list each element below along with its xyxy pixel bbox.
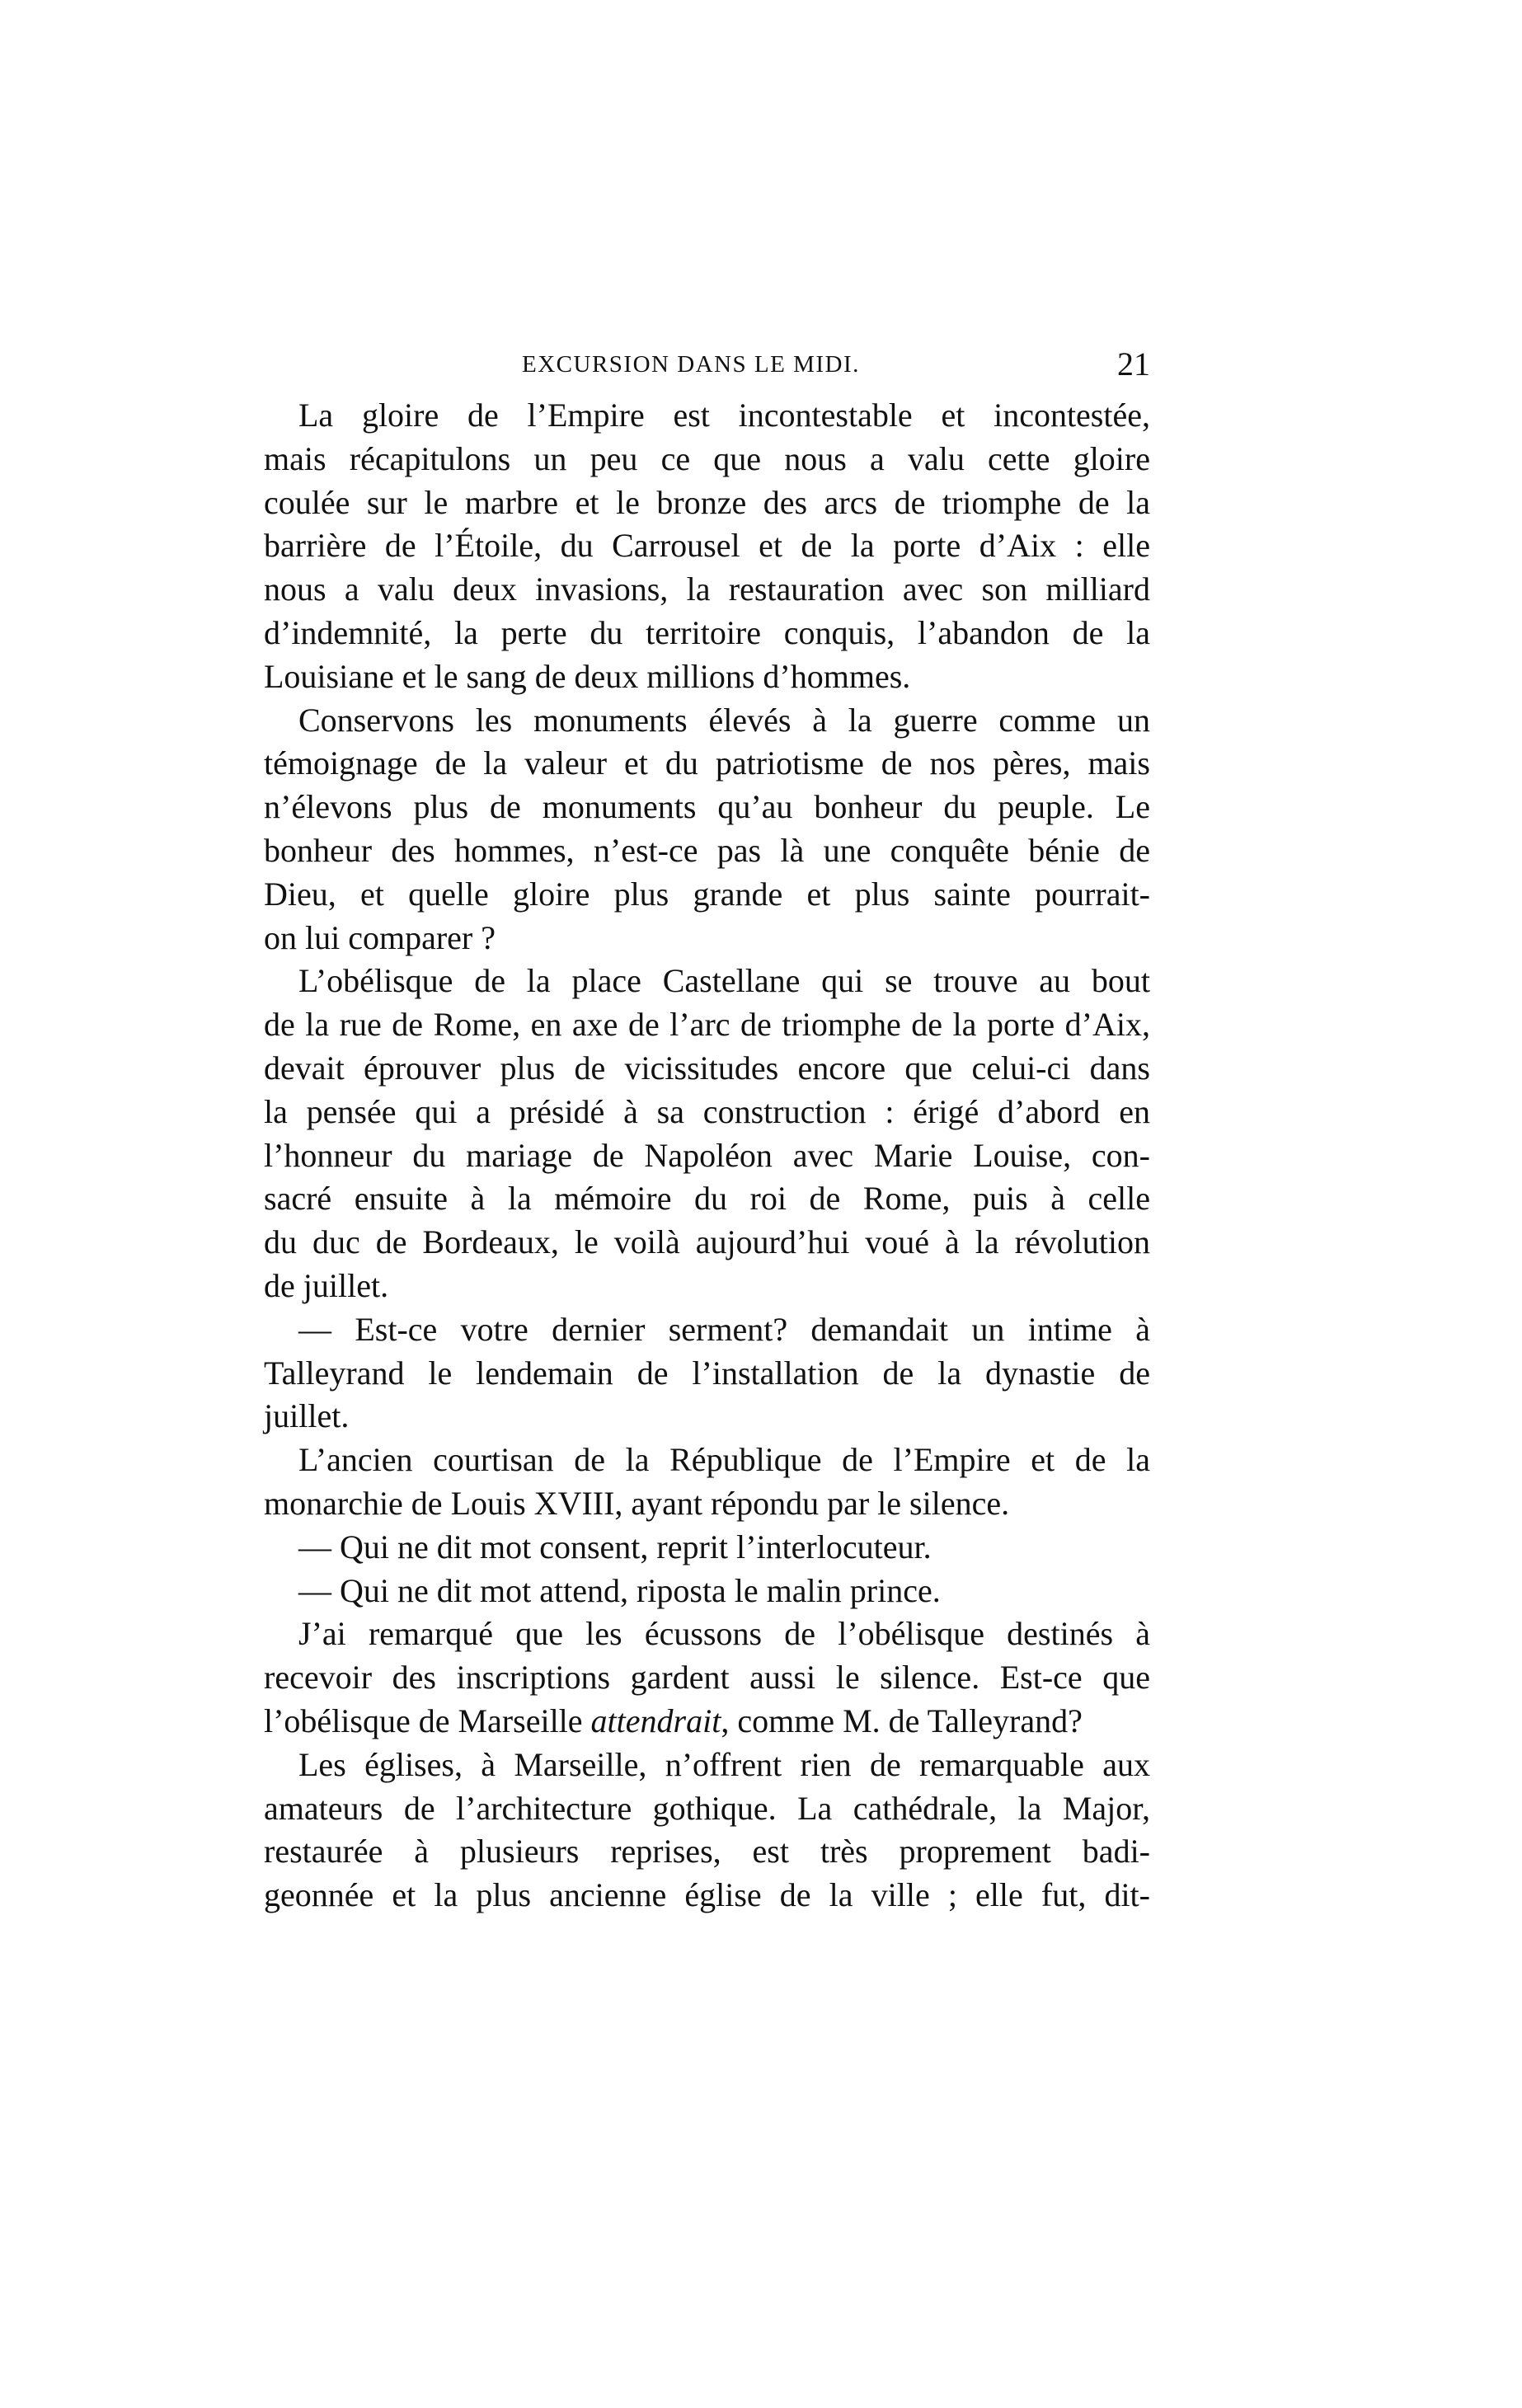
text-line: nous a valu deux invasions, la restauration avec son milliard [264,570,1150,608]
paragraph [264,1612,1150,1743]
text-line: du duc de Bordeaux, le voilà aujourd’hui voué à la révolution [264,1223,1150,1261]
text-line: La gloire de l’Empire est incontestable et incontestée, [298,397,1150,434]
paragraph [264,699,1150,960]
text-line: bonheur des hommes, n’est-ce pas là une conquête bénie de [264,831,1150,869]
text-line [264,1700,1150,1744]
text-line: barrière de l’Étoile, du Carrousel et de la porte d’Aix : elle [264,527,1150,565]
text-line: monarchie de Louis XVIII, ayant répondu par le silence. [264,1484,1010,1522]
text-line: témoignage de la valeur et du patriotisme de nos pères, mais [264,744,1150,782]
text-line: l’honneur du mariage de Napoléon avec Marie Louise, con- [264,1136,1150,1174]
running-head: EXCURSION DANS LE MIDI. [522,351,860,378]
italic-text: attendrait [590,1702,721,1739]
text-line: Talleyrand le lendemain de l’installation de la dynastie de [264,1354,1150,1392]
text-line: juillet. [264,1397,350,1435]
text-line: la pensée qui a présidé à sa construction : érigé d’abord en [264,1092,1150,1130]
text-line: — Est-ce votre dernier serment? demandait un intime à [298,1310,1150,1348]
paragraph [264,1308,1150,1439]
text-line: — Qui ne dit mot attend, riposta le malin prince. [298,1571,941,1609]
text-line: L’ancien courtisan de la République de l’Empire et de la [298,1441,1150,1479]
text-line: J’ai remarqué que les écussons de l’obélisque destinés à [298,1615,1150,1653]
text-line: sacré ensuite à la mémoire du roi de Rome, puis à celle [264,1180,1150,1218]
paragraph [264,1570,1150,1613]
text-line: amateurs de l’architecture gothique. La cathédrale, la Major, [264,1789,1150,1827]
body-text [264,394,1150,1917]
text-line: devait éprouver plus de vicissitudes encore que celui-ci dans [264,1049,1150,1087]
paragraph [264,1744,1150,1917]
text-line: mais récapitulons un peu ce que nous a valu cette gloire [264,439,1150,477]
text-line: — Qui ne dit mot consent, reprit l’interlocuteur. [298,1528,932,1565]
text-line: recevoir des inscriptions gardent aussi le silence. Est-ce que [264,1659,1150,1697]
text-line: restaurée à plusieurs reprises, est très proprement badi- [264,1833,1150,1871]
text-line: Les églises, à Marseille, n’offrent rien de remarquable aux [298,1745,1150,1783]
text-line: coulée sur le marbre et le bronze des arcs de triomphe de la [264,483,1150,521]
text-line: d’indemnité, la perte du territoire conquis, l’abandon de la [264,613,1150,651]
text-line: de juillet. [264,1266,389,1304]
text-segment: l’obélisque de Marseille [264,1702,591,1739]
page-header [264,346,1150,387]
text-line: on lui comparer ? [264,918,496,956]
text-line: de la rue de Rome, en axe de l’arc de triomphe de la porte d’Aix, [264,1006,1150,1044]
text-line: L’obélisque de la place Castellane qui se trouve au bout [298,962,1150,1000]
paragraph [264,1526,1150,1570]
paragraph [264,394,1150,699]
text-line: Conservons les monuments élevés à la guerre comme un [298,701,1150,739]
text-segment: , comme M. de Talleyrand? [721,1702,1083,1739]
text-line: Dieu, et quelle gloire plus grande et plus sainte pourrait- [264,875,1150,913]
paragraph [264,1439,1150,1526]
text-line: geonnée et la plus ancienne église de la ville ; elle fut, dit- [264,1876,1150,1914]
text-line: n’élevons plus de monuments qu’au bonheur du peuple. Le [264,788,1150,826]
paragraph [264,960,1150,1307]
text-line: Louisiane et le sang de deux millions d’hommes. [264,657,911,695]
page-number: 21 [1117,345,1150,383]
